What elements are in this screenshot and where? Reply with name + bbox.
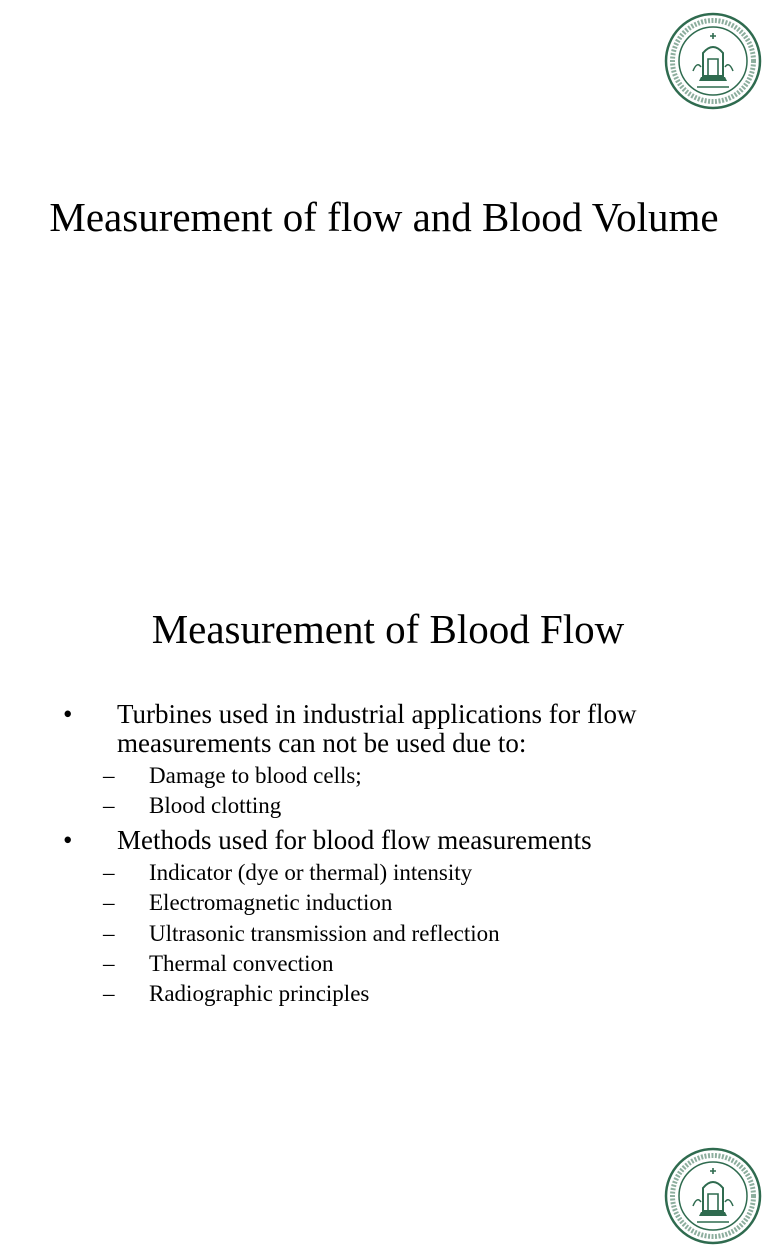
sub-item-text: Blood clotting: [149, 793, 282, 819]
bullet-item-turbines: [0, 700, 768, 822]
bullet-text: Methods used for blood flow measurements: [117, 824, 592, 855]
sub-item: [103, 858, 768, 888]
university-seal-icon: [663, 1146, 763, 1246]
sub-item-text: Radiographic principles: [149, 981, 370, 1007]
slide-1-title: Measurement of flow and Blood Volume: [49, 194, 719, 240]
sub-item: [103, 919, 768, 949]
sub-item: [103, 761, 768, 791]
dash-mark: –: [103, 890, 115, 916]
sub-item: [103, 791, 768, 821]
sub-item-text: Indicator (dye or thermal) intensity: [149, 859, 473, 885]
dash-mark: –: [103, 951, 115, 977]
slide-1: [0, 0, 768, 560]
bullet-list: [0, 700, 768, 1014]
dash-mark: –: [103, 763, 115, 788]
bullet-item-methods: [0, 826, 768, 1010]
dash-mark: –: [103, 981, 115, 1007]
dash-mark: –: [103, 793, 115, 819]
bullet-mark: •: [63, 824, 73, 855]
sub-item: [103, 979, 768, 1009]
slide-2: [0, 560, 768, 1024]
bullet-text: Turbines used in industrial applications for flow measurements can not be used due to:: [117, 699, 637, 758]
bullet-mark: •: [63, 699, 73, 729]
sub-list: [103, 858, 768, 1010]
sub-item: [103, 888, 768, 918]
sub-item-text: Damage to blood cells;: [149, 763, 362, 788]
sub-item-text: Ultrasonic transmission and reflection: [149, 920, 500, 946]
dash-mark: –: [103, 859, 115, 885]
slide-2-title: [0, 602, 768, 656]
sub-item-text: Thermal convection: [149, 951, 334, 977]
sub-list: [103, 761, 768, 822]
slide-2-title-text: Measurement of Blood Flow: [151, 606, 625, 652]
sub-item-text: Electromagnetic induction: [149, 890, 393, 916]
university-seal-icon: [663, 11, 763, 111]
dash-mark: –: [103, 920, 115, 946]
sub-item: [103, 949, 768, 979]
